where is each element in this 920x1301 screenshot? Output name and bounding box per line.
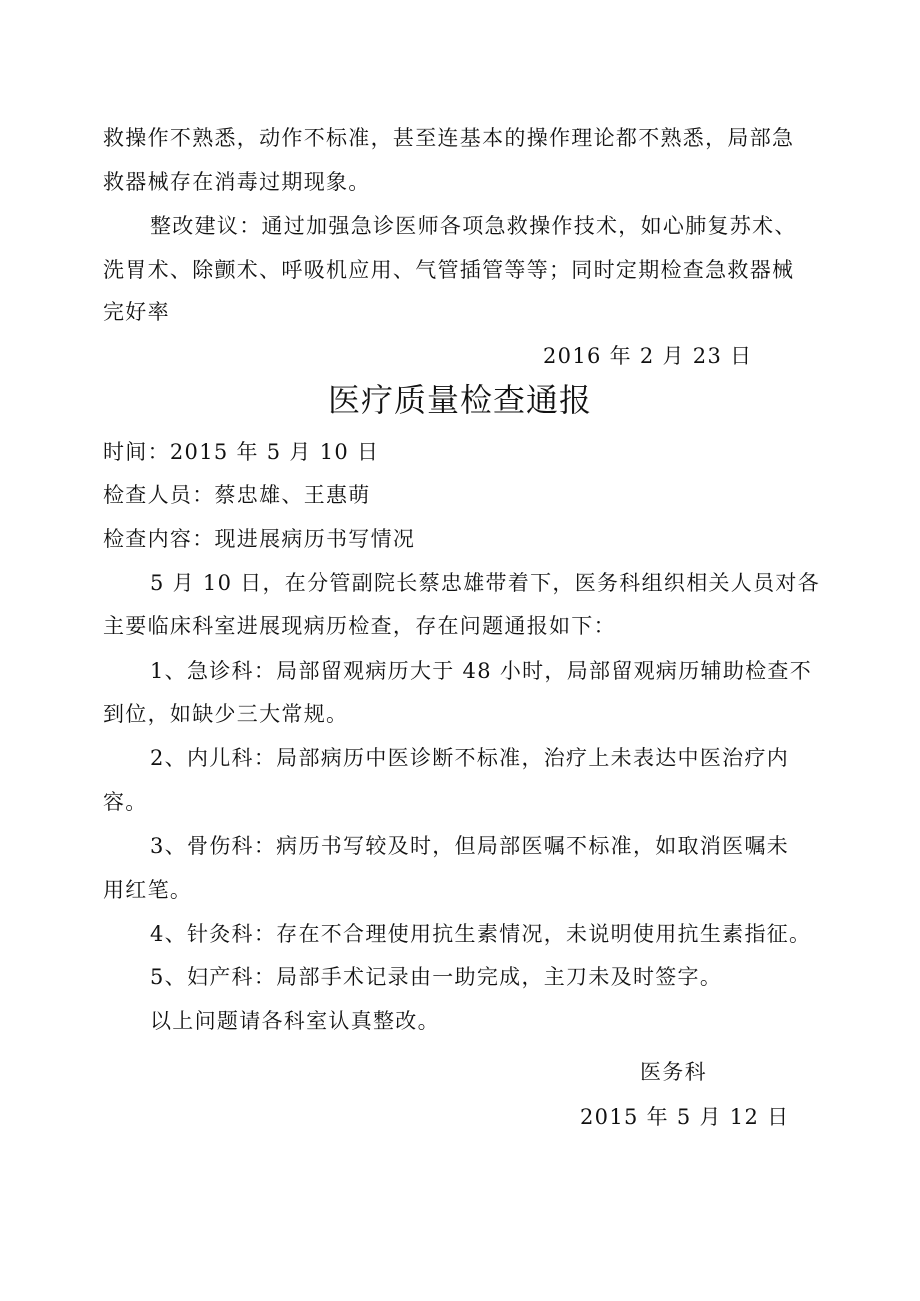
report-content: 检查内容：现进展病历书写情况 — [103, 527, 416, 551]
report-inspectors: 检查人员：蔡忠雄、王惠萌 — [103, 483, 371, 507]
finding-item-orthopedics-cont: 用红笔。 — [103, 878, 193, 902]
finding-item-acupuncture: 4、针灸科：存在不合理使用抗生素情况，未说明使用抗生素指征。 — [150, 922, 812, 946]
finding-item-pediatrics: 2、内儿科：局部病历中医诊断不标准，治疗上未表达中医治疗内 — [150, 746, 790, 770]
report-time: 时间：2015 年 5 月 10 日 — [103, 440, 380, 464]
finding-item-pediatrics-cont: 容。 — [103, 790, 148, 814]
signature-date: 2015 年 5 月 12 日 — [580, 1105, 790, 1129]
suggestion-line: 整改建议：通过加强急诊医师各项急救操作技术，如心肺复苏术、 — [150, 214, 797, 238]
finding-item-obstetrics: 5、妇产科：局部手术记录由一助完成，主刀未及时签字。 — [150, 965, 723, 989]
report-title: 医疗质量检查通报 — [327, 381, 592, 419]
finding-item-orthopedics: 3、骨伤科：病历书写较及时，但局部医嘱不标准，如取消医嘱未 — [150, 834, 790, 858]
signature-department: 医务科 — [640, 1060, 707, 1084]
finding-item-emergency: 1、急诊科：局部留观病历大于 48 小时，局部留观病历辅助检查不 — [150, 659, 813, 683]
paragraph-line: 完好率 — [103, 300, 170, 324]
report-intro-line: 5 月 10 日，在分管副院长蔡忠雄带着下，医务科组织相关人员对各 — [150, 571, 821, 595]
previous-date: 2016 年 2 月 23 日 — [543, 344, 753, 368]
closing-statement: 以上问题请各科室认真整改。 — [150, 1009, 440, 1033]
paragraph-line: 救操作不熟悉，动作不标准，甚至连基本的操作理论都不熟悉，局部急 — [103, 126, 795, 150]
report-intro-line: 主要临床科室进展现病历检查，存在问题通报如下： — [103, 614, 616, 638]
paragraph-line: 洗胃术、除颤术、呼吸机应用、气管插管等等；同时定期检查急救器械 — [103, 258, 795, 282]
finding-item-emergency-cont: 到位，如缺少三大常规。 — [103, 702, 349, 726]
paragraph-line: 救器械存在消毒过期现象。 — [103, 170, 371, 194]
